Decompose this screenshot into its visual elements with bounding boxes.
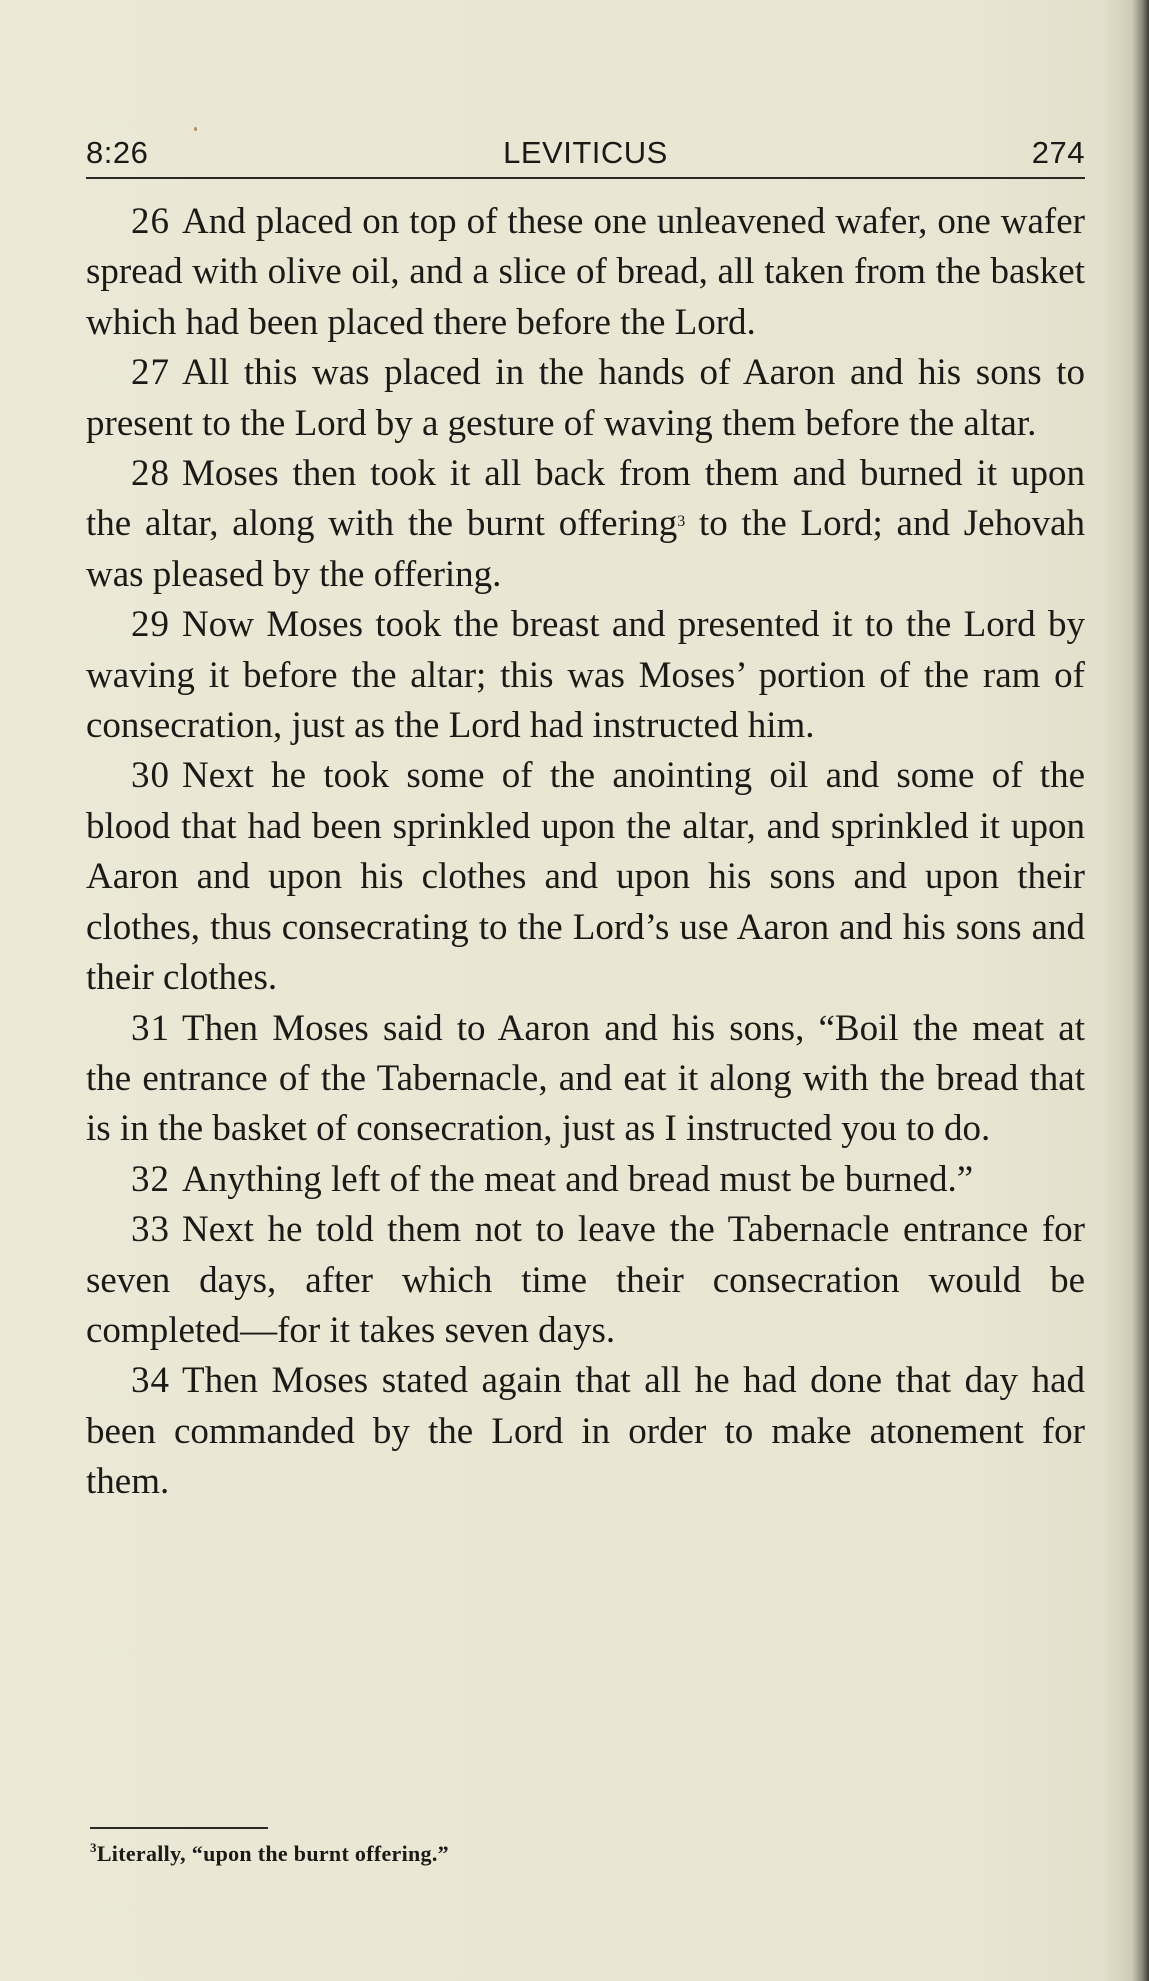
verse-text: And placed on top of these one unleavened wafer, one wafer spread with olive oil, and a slice of bread, all taken from the basket which had been placed there before the Lord. bbox=[86, 201, 1085, 343]
verse-text: Now Moses took the breast and presented it to the Lord by waving it before the altar; this was Moses’ portion of the ram of consecration, just as the Lord had instructed him. bbox=[86, 604, 1085, 747]
verse-32 bbox=[86, 1155, 1085, 1205]
chapter-verse-ref: 8:26 bbox=[86, 135, 149, 170]
verse-text: Then Moses stated again that all he had done that day had been commanded by the Lord in order to make atonement for them. bbox=[86, 1360, 1085, 1503]
verse-number: 31 bbox=[131, 1007, 170, 1049]
verse-29 bbox=[86, 600, 1085, 751]
verse-28 bbox=[86, 449, 1085, 600]
verse-text: Anything left of the meat and bread must be burned.” bbox=[182, 1158, 974, 1200]
verse-text: Moses then took it all back from them and burned it upon the altar, along with the burnt offering bbox=[86, 453, 1085, 545]
page-number: 274 bbox=[1031, 135, 1085, 170]
verse-number: 28 bbox=[131, 453, 170, 495]
verse-text: Then Moses said to Aaron and his sons, “Boil the meat at the entrance of the Tabernacle, and eat it along with the bread that is in the basket of consecration, just as I instructed you to do. bbox=[86, 1007, 1085, 1150]
book-title: LEVITICUS bbox=[503, 135, 668, 170]
verse-text: All this was placed in the hands of Aaron and his sons to present to the Lord by a gesture of waving them before the altar. bbox=[86, 352, 1085, 444]
verse-31 bbox=[86, 1004, 1085, 1155]
verse-30 bbox=[86, 751, 1085, 1003]
verse-text-continued: to the Lord; and Jehovah was pleased by the offering. bbox=[86, 503, 1085, 595]
verse-number: 32 bbox=[131, 1158, 170, 1200]
verse-number: 29 bbox=[131, 604, 170, 646]
body-text bbox=[86, 197, 1085, 1508]
verse-number: 26 bbox=[131, 201, 170, 242]
verse-number: 27 bbox=[131, 352, 170, 394]
verse-33 bbox=[86, 1205, 1085, 1356]
footnote-marker: 3 bbox=[90, 1840, 97, 1855]
verse-26 bbox=[86, 197, 1085, 348]
paper-speck bbox=[194, 127, 197, 131]
footnote-text: Literally, “upon the burnt offering.” bbox=[96, 1841, 449, 1866]
running-head bbox=[86, 133, 1085, 179]
verse-text: Next he took some of the anointing oil and some of the blood that had been sprinkled upon the altar, and sprinkled it upon Aaron and upon his clothes and upon his sons and upon their clothes, thus consecrating to the Lord’s use Aaron and his sons and their clothes. bbox=[86, 755, 1085, 999]
verse-27 bbox=[86, 348, 1085, 449]
verse-number: 30 bbox=[131, 755, 170, 797]
verse-number: 34 bbox=[131, 1360, 170, 1402]
footnote-divider bbox=[90, 1827, 268, 1829]
footnote bbox=[90, 1841, 449, 1867]
verse-34 bbox=[86, 1356, 1085, 1507]
verse-number: 33 bbox=[131, 1209, 170, 1251]
footnote-reference[interactable]: 3 bbox=[677, 513, 686, 531]
verse-text: Next he told them not to leave the Tabernacle entrance for seven days, after which time their consecration would be completed—for it takes seven days. bbox=[86, 1209, 1085, 1351]
